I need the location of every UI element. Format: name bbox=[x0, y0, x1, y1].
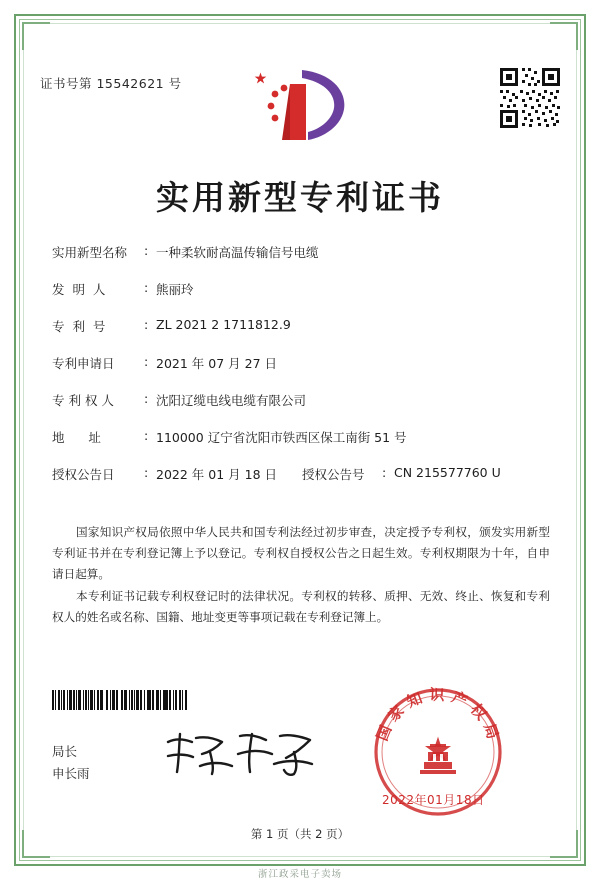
handwritten-signature-icon bbox=[162, 726, 322, 780]
field-label-secondary: 授权公告号 bbox=[302, 467, 365, 482]
legal-paragraph-two: 本专利证书记载专利权登记时的法律状况。专利权的转移、质押、无效、终止、恢复和专利权人的姓名或名称、国籍、地址变更等事项记载在专利登记簿上。 bbox=[52, 589, 550, 624]
field-row-address bbox=[52, 428, 552, 465]
field-row-patentee bbox=[52, 391, 552, 428]
field-colon: : bbox=[144, 243, 149, 258]
qr-code-icon bbox=[500, 68, 560, 128]
field-row-grant-announcement bbox=[52, 465, 552, 502]
signer-role: 局长 bbox=[52, 744, 78, 759]
field-value: 沈阳辽缆电线电缆有限公司 bbox=[156, 393, 307, 408]
field-row-patent-number bbox=[52, 317, 552, 354]
field-colon: : bbox=[144, 428, 149, 443]
field-colon: : bbox=[144, 280, 149, 295]
field-label: 授权公告日 bbox=[52, 467, 115, 482]
field-row-utility-model-name bbox=[52, 243, 552, 280]
field-value: 熊丽玲 bbox=[156, 282, 194, 297]
field-value: 2021 年 07 月 27 日 bbox=[156, 356, 277, 371]
seal-date: 2022年01月18日 bbox=[382, 793, 485, 807]
field-colon: : bbox=[144, 465, 149, 480]
patent-office-logo-icon bbox=[246, 62, 354, 150]
signer-name: 申长雨 bbox=[52, 766, 90, 781]
field-colon: : bbox=[144, 354, 149, 369]
corner-ornament-top-left bbox=[22, 22, 50, 50]
certificate-fields bbox=[52, 243, 552, 502]
field-value: 2022 年 01 月 18 日 bbox=[156, 467, 277, 482]
barcode-icon bbox=[52, 690, 187, 710]
bottom-note: 浙江政采电子卖场 bbox=[257, 869, 342, 880]
field-label: 实用新型名称 bbox=[52, 245, 128, 260]
field-label: 发 明 人 bbox=[52, 282, 106, 297]
field-value: 一种柔软耐高温传输信号电缆 bbox=[156, 245, 319, 260]
field-label: 地 址 bbox=[52, 430, 101, 445]
field-value-secondary: CN 215577760 U bbox=[394, 465, 501, 480]
certificate-number: 证书号第 15542621 号 bbox=[40, 76, 182, 91]
field-label: 专 利 权 人 bbox=[52, 393, 114, 408]
page-footer: 第 1 页（共 2 页） bbox=[250, 827, 350, 841]
field-row-application-date bbox=[52, 354, 552, 391]
page-title: 实用新型专利证书 bbox=[156, 178, 444, 217]
field-colon: : bbox=[144, 317, 149, 332]
field-colon: : bbox=[144, 391, 149, 406]
corner-ornament-top-right bbox=[550, 22, 578, 50]
field-label: 专 利 号 bbox=[52, 319, 106, 334]
signature-block bbox=[52, 741, 90, 785]
field-label: 专利申请日 bbox=[52, 356, 115, 371]
field-colon-secondary: : bbox=[382, 465, 387, 480]
field-value: 110000 辽宁省沈阳市铁西区保工南街 51 号 bbox=[156, 430, 407, 445]
legal-paragraph-one: 国家知识产权局依照中华人民共和国专利法经过初步审查，决定授予专利权，颁发实用新型专利证书并在专利登记簿上予以登记。专利权自授权公告之日起生效。专利权期限为十年，自申请日起算。 bbox=[52, 525, 550, 581]
field-value: ZL 2021 2 1711812.9 bbox=[156, 317, 291, 332]
field-row-inventor bbox=[52, 280, 552, 317]
svg-text:国家知识产权局: 国家知识产权局 bbox=[372, 686, 504, 747]
